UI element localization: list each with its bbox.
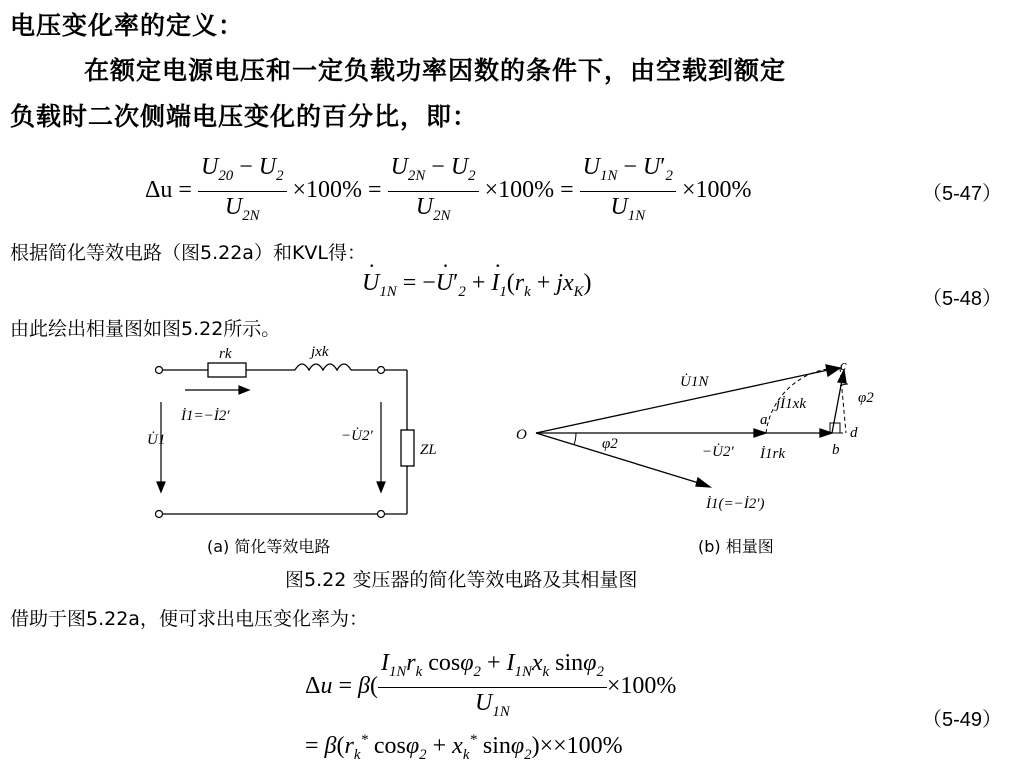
phasor-u1n-head: [826, 365, 840, 376]
caption-b: (b) 相量图: [698, 537, 774, 556]
right-angle: [830, 423, 840, 433]
resistor-rk: [208, 363, 246, 377]
eq47-frac-1: $\frac{U_{20} - U_2}{U_{2N}}$: [198, 152, 287, 231]
eq47-mult-2: ×100% =: [484, 176, 574, 203]
eq47-frac-3: $\frac{U_{1N} - U'_2}{U_{1N}}$: [580, 152, 676, 231]
label-i1: İ1(=−İ2′): [706, 496, 765, 512]
arrow-u2-head: [377, 482, 385, 492]
equation-5-49-line-1: Δu = β( $\frac{I_{1N}r_k \cos\varphi_2 + I_{1N}x_k \sin\varphi_2}{U_{1N}}$ ×100%: [305, 648, 676, 727]
label-u1n: U̇1N: [680, 374, 709, 390]
label-u2p: −U̇2′: [702, 444, 734, 460]
label-u2: −U̇2′: [341, 428, 373, 444]
eq47-lhs: Δu =: [145, 176, 192, 203]
eq48-number: （5-48）: [922, 288, 1003, 310]
inductor-jxk: [295, 364, 351, 370]
eq47-mult-3: ×100%: [681, 176, 752, 203]
phasor-i1-head: [696, 478, 710, 487]
equation-5-48: · $U_{1N}$ = −· $U'_2$ + · $I_1(r_k + jx_K)$: [362, 270, 592, 301]
label-c: c: [840, 358, 847, 374]
arrow-current-head: [239, 386, 249, 394]
eq47-frac-2: $\frac{U_{2N} - U_2}{U_{2N}}$: [388, 152, 479, 231]
eq47-mult-1: ×100% =: [292, 176, 382, 203]
eq47-number: （5-47）: [922, 183, 1003, 205]
label-i1rk: İ1rk: [760, 446, 785, 462]
heading-line-3: 负载时二次侧端电压变化的百分比，即：: [10, 102, 479, 131]
label-a: a: [760, 412, 768, 428]
arrow-u1-head: [157, 482, 165, 492]
label-zl: ZL: [420, 442, 437, 458]
label-u1: U̇1: [147, 432, 166, 448]
circuit-diagram: [145, 340, 445, 560]
label-phi2-c: φ2: [858, 390, 874, 406]
load-zl: [401, 430, 414, 466]
text-kvl: 根据简化等效电路（图5.22a）和KVL得：: [10, 242, 366, 264]
eq49-frac: $\frac{I_{1N}r_k \cos\varphi_2 + I_{1N}x_k \sin\varphi_2}{U_{1N}}$: [378, 648, 607, 727]
label-b: b: [832, 442, 840, 458]
phasor-u2-head: [754, 429, 766, 437]
phasor-diagram: [510, 340, 890, 560]
terminal-2: [156, 511, 163, 518]
label-current: İ1=−İ2′: [181, 408, 230, 424]
text-derive: 借助于图5.22a，便可求出电压变化率为：: [10, 608, 368, 630]
text-phasor-intro: 由此绘出相量图如图5.22所示。: [10, 318, 281, 340]
phasor-i1: [536, 433, 702, 484]
heading-line-2: 在额定电源电压和一定负载功率因数的条件下，由空载到额定: [84, 56, 787, 85]
terminal-1: [156, 367, 163, 374]
heading-line-1: 电压变化率的定义：: [10, 11, 245, 40]
equation-5-49-line-2: = $\beta(r_k^*$ $\cos\varphi_2 + x_k^*$ sinφ$_2$)××100%: [305, 732, 623, 763]
caption-a: (a) 简化等效电路: [207, 537, 331, 556]
terminal-4: [378, 511, 385, 518]
label-jixk: jİ1xk: [776, 396, 806, 412]
figure-caption: 图5.22 变压器的简化等效电路及其相量图: [285, 569, 638, 591]
label-rk: rk: [219, 346, 232, 362]
label-o: O: [516, 427, 527, 443]
label-phi2-o: φ2: [602, 436, 618, 452]
terminal-3: [378, 367, 385, 374]
arc-phi2-o: [574, 433, 576, 445]
equation-5-47: [145, 152, 751, 231]
label-jxk: jxk: [311, 344, 329, 360]
eq49-number: （5-49）: [922, 709, 1003, 731]
label-d: d: [850, 425, 858, 441]
